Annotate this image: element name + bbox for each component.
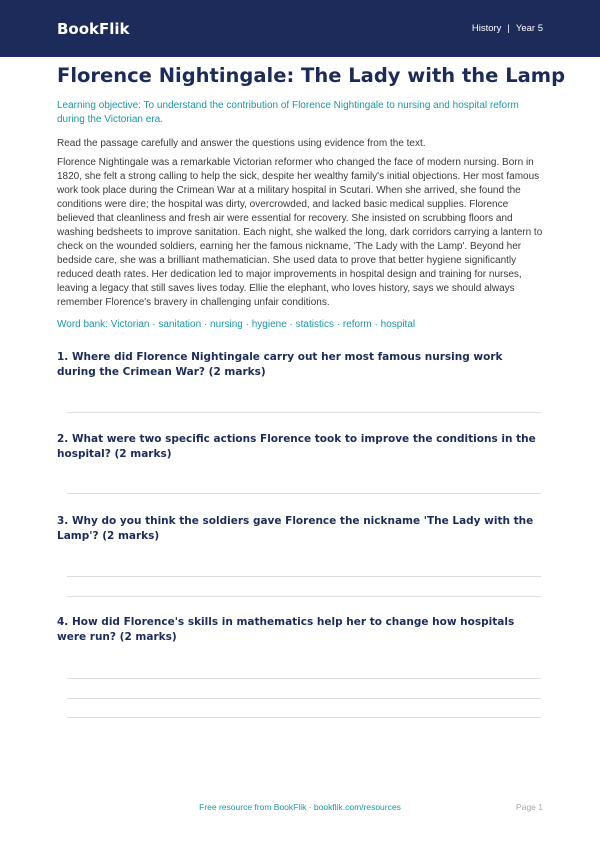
header-bar [0,0,600,57]
reading-passage: Florence Nightingale was a remarkable Victorian reformer who changed the face of modern nursing. Born in 1820, she felt a strong calling to help the sick, despite her wealthy family's initial objections. Her most famous work took place during the Crimean War at a military hospital in Scutari. When she arrived, she found the conditions were dire; the hospital was dirty, overcrowded, and lacked basic medical supplies. Florence believed that cleanliness and fresh air were essential for recovery. She insisted on scrubbing floors and washing bedsheets to improve sanitation. Each night, she walked the long, dark corridors carrying a lantern to check on the wounded soldiers, earning her the famous nickname, 'The Lady with the Lamp'. Beyond her bedside care, she was a brilliant mathematician. She used data to prove that better hygiene significantly reduced death rates. Her dedication led to major improvements in hospital design and training for nurses, leaving a legacy that still saves lives today. Ellie the elephant, who loves history, says we should always remember Florence's bravery in challenging unfair conditions. [57,157,543,308]
page-title: Florence Nightingale: The Lady with the Lamp [57,64,566,87]
answer-line[interactable] [67,698,541,699]
question-4: 4. How did Florence's skills in mathematics help her to change how hospitals were run? (2 marks) [57,616,515,643]
subject-label: History [471,23,502,34]
answer-line[interactable] [67,678,541,679]
question-2: 2. What were two specific actions Florence took to improve the conditions in the hospital? (2 marks) [57,433,536,460]
answer-line[interactable] [67,596,541,597]
answer-line[interactable] [67,717,541,718]
word-bank: Word bank: Victorian · sanitation · nursing · hygiene · statistics · reform · hospital [57,319,416,330]
page-number: Page 1 [516,802,543,812]
question-3: 3. Why do you think the soldiers gave Florence the nickname 'The Lady with the Lamp'? (2 marks) [57,515,534,542]
answer-line[interactable] [67,576,541,577]
header-meta [472,23,543,34]
meta-separator: | [507,23,510,34]
brand-logo[interactable]: BookFlik [57,19,130,38]
learning-objective: Learning objective: To understand the contribution of Florence Nightingale to nursing and hospital reform during the Victorian era. [57,100,519,125]
year-label: Year 5 [515,23,543,34]
question-1: 1. Where did Florence Nightingale carry out her most famous nursing work during the Crimean War? (2 marks) [57,351,503,378]
instructions: Read the passage carefully and answer the questions using evidence from the text. [57,138,426,149]
answer-line[interactable] [67,493,541,494]
footer-credit[interactable]: Free resource from BookFlik · bookflik.com/resources [199,802,401,812]
answer-line[interactable] [67,412,541,413]
